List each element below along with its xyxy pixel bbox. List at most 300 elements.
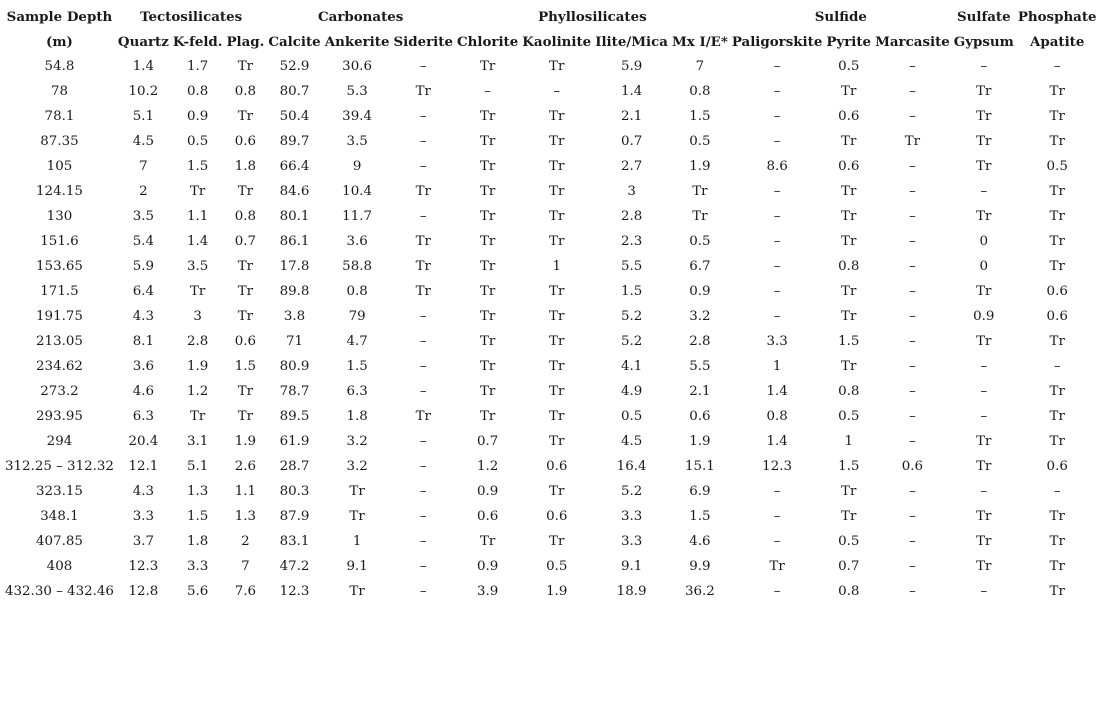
table-cell: 5.5 [620, 259, 643, 274]
table-cell: Tr [1049, 109, 1065, 124]
column-header: K-feld. [172, 33, 223, 50]
table-cell: 6.7 [689, 259, 711, 274]
table-cell: 2 [241, 534, 250, 549]
table-cell: 0.6 [689, 409, 711, 424]
table-cell: – [909, 84, 916, 99]
table-cell: 1 [352, 534, 362, 549]
table-cell: 7.6 [234, 584, 257, 599]
table-cell: 12.3 [128, 559, 159, 574]
table-cell: 153.65 [36, 259, 83, 274]
table-cell: 0.7 [234, 234, 257, 249]
table-cell: Tr [1049, 259, 1065, 274]
table-cell: – [909, 259, 916, 274]
table-cell: Tr [692, 209, 708, 224]
table-cell: Tr [976, 209, 992, 224]
table-cell: 0.5 [187, 134, 209, 149]
table-cell: – [909, 509, 916, 524]
table-cell: 0.6 [1046, 284, 1068, 299]
table-cell: 1.5 [234, 359, 257, 374]
table-cell: Tr [976, 84, 992, 99]
table-cell: 1 [552, 259, 561, 274]
table-row [3, 479, 1099, 504]
table-cell: – [419, 384, 427, 399]
column-header: Ankerite [324, 33, 390, 50]
table-cell: 71 [285, 334, 304, 349]
table-cell: 0.8 [766, 409, 788, 424]
table-row [3, 304, 1099, 329]
table-row [3, 254, 1099, 279]
table-cell: Tr [349, 584, 365, 599]
table-cell: Tr [841, 484, 857, 499]
table-cell: 87.35 [40, 134, 79, 149]
table-row [3, 229, 1099, 254]
table-cell: 1.3 [234, 509, 257, 524]
table-cell: 3.8 [283, 309, 306, 324]
table-cell: – [773, 259, 781, 274]
group-header: Sulfide [814, 8, 867, 25]
table-cell: Tr [549, 209, 565, 224]
table-cell: – [909, 184, 916, 199]
table-cell: 1.4 [766, 384, 788, 399]
table-cell: 7 [695, 59, 705, 74]
table-cell: 1.4 [620, 84, 643, 99]
table-cell: Tr [841, 309, 857, 324]
table-cell: Tr [415, 234, 431, 249]
table-cell: – [419, 59, 427, 74]
table-cell: – [773, 584, 781, 599]
table-cell: 4.5 [132, 134, 155, 149]
table-cell: Tr [349, 509, 365, 524]
table-cell: Tr [415, 409, 431, 424]
table-cell: – [419, 309, 427, 324]
table-cell: Tr [549, 409, 565, 424]
table-cell: Tr [415, 259, 431, 274]
table-cell: 1.5 [187, 159, 209, 174]
table-cell: – [909, 234, 916, 249]
table-cell: 66.4 [279, 159, 310, 174]
table-cell: 1.9 [689, 159, 711, 174]
table-cell: 3.6 [346, 234, 368, 249]
table-cell: 89.7 [279, 134, 310, 149]
table-cell: Tr [841, 134, 857, 149]
table-cell: Tr [549, 359, 565, 374]
table-cell: – [773, 209, 781, 224]
table-cell: 1.5 [689, 509, 711, 524]
table-cell: Tr [415, 284, 431, 299]
table-cell: 3.6 [132, 359, 155, 374]
table-cell: – [909, 59, 916, 74]
table-row [3, 429, 1099, 454]
group-header: Phyllosilicates [538, 8, 647, 25]
table-cell: 61.9 [279, 434, 310, 449]
table-cell: 171.5 [40, 284, 79, 299]
table-cell: 312.25 – 312.32 [5, 459, 114, 474]
table-cell: 5.2 [620, 334, 643, 349]
table-row [3, 354, 1099, 379]
table-cell: 78 [50, 84, 68, 99]
table-cell: 1.5 [689, 109, 711, 124]
table-cell: Tr [549, 534, 565, 549]
table-cell: 323.15 [36, 484, 83, 499]
table-cell: 39.4 [342, 109, 372, 124]
table-cell: Tr [841, 84, 857, 99]
table-cell: 10.2 [128, 84, 159, 99]
table-cell: – [553, 84, 561, 99]
table-cell: Tr [1049, 434, 1065, 449]
table-cell: 151.6 [40, 234, 79, 249]
table-cell: 0.7 [476, 434, 499, 449]
table-cell: – [909, 534, 916, 549]
table-cell: – [773, 109, 781, 124]
column-header: Siderite [393, 33, 453, 50]
table-cell: 5.3 [346, 84, 368, 99]
table-cell: – [773, 509, 781, 524]
table-cell: Tr [549, 59, 565, 74]
table-cell: 0.8 [234, 209, 257, 224]
table-cell: 0.5 [838, 409, 860, 424]
group-header-row [3, 4, 1099, 29]
table-cell: Tr [549, 234, 565, 249]
table-cell: 3 [627, 184, 636, 199]
table-cell: – [419, 334, 427, 349]
table-cell: 0.9 [476, 484, 499, 499]
column-header: Apatite [1029, 33, 1085, 50]
table-cell: 86.1 [279, 234, 310, 249]
table-cell: 0.5 [689, 134, 711, 149]
table-cell: 5.2 [620, 309, 643, 324]
table-cell: 191.75 [36, 309, 83, 324]
table-cell: Tr [479, 159, 496, 174]
table-cell: 4.6 [689, 534, 711, 549]
table-cell: 80.7 [279, 84, 310, 99]
table-cell: Tr [189, 409, 206, 424]
table-cell: 0.8 [346, 284, 368, 299]
table-cell: 5.9 [132, 259, 155, 274]
table-cell: – [773, 534, 781, 549]
table-cell: 130 [46, 209, 73, 224]
table-cell: – [773, 184, 781, 199]
table-cell: Tr [976, 334, 992, 349]
table-cell: 0.5 [546, 559, 568, 574]
table-cell: – [909, 409, 916, 424]
table-cell: 58.8 [342, 259, 372, 274]
column-header: Gypsum [953, 33, 1014, 50]
table-cell: 105 [46, 159, 73, 174]
table-cell: 3.7 [132, 534, 155, 549]
table-row [3, 454, 1099, 479]
table-cell: Tr [841, 234, 857, 249]
table-cell: 8.1 [132, 334, 155, 349]
table-cell: 0.9 [689, 284, 711, 299]
table-cell: Tr [415, 184, 431, 199]
table-cell: 408 [46, 559, 73, 574]
table-cell: 5.1 [187, 459, 209, 474]
table-cell: 1.2 [476, 459, 499, 474]
table-row [3, 104, 1099, 129]
table-cell: – [980, 409, 988, 424]
table-cell: 5.5 [689, 359, 711, 374]
table-cell: 5.9 [620, 59, 643, 74]
table-cell: 1.1 [187, 209, 209, 224]
table-cell: 16.4 [616, 459, 647, 474]
table-cell: 1.1 [234, 484, 257, 499]
table-cell: – [773, 309, 781, 324]
table-cell: 2.8 [620, 209, 643, 224]
table-cell: 89.8 [279, 284, 310, 299]
table-cell: 3.1 [187, 434, 209, 449]
table-cell: Tr [841, 359, 857, 374]
table-cell: 0.6 [901, 459, 924, 474]
table-cell: Tr [549, 484, 565, 499]
column-header: Chlorite [456, 33, 519, 50]
table-cell: 0.8 [689, 84, 711, 99]
table-cell: Tr [976, 109, 992, 124]
table-cell: 9 [352, 159, 362, 174]
column-header: Mx I/E* [671, 33, 728, 50]
table-cell: 1.9 [187, 359, 209, 374]
table-cell: 78.1 [44, 109, 75, 124]
table-cell: Tr [237, 309, 254, 324]
table-cell: 80.9 [279, 359, 310, 374]
table-cell: – [909, 559, 916, 574]
table-cell: 20.4 [128, 434, 159, 449]
table-cell: – [909, 159, 916, 174]
table-cell: – [980, 484, 988, 499]
table-cell: 1.8 [234, 159, 257, 174]
table-cell: 1.5 [838, 334, 860, 349]
table-cell: 1.3 [187, 484, 209, 499]
table-row [3, 579, 1099, 604]
table-cell: 80.3 [279, 484, 310, 499]
table-cell: 2.1 [620, 109, 643, 124]
table-body [3, 54, 1099, 604]
table-cell: – [980, 584, 988, 599]
table-cell: Tr [976, 134, 992, 149]
table-cell: – [909, 384, 916, 399]
table-cell: 80.1 [279, 209, 310, 224]
table-cell: Tr [976, 159, 992, 174]
table-cell: 0.9 [476, 559, 499, 574]
table-cell: Tr [479, 59, 496, 74]
table-cell: – [909, 484, 916, 499]
table-cell: – [419, 134, 427, 149]
table-cell: 0.6 [234, 334, 257, 349]
table-cell: 17.8 [279, 259, 310, 274]
table-cell: 87.9 [279, 509, 310, 524]
table-cell: Tr [479, 184, 496, 199]
table-cell: – [484, 84, 491, 99]
table-cell: – [419, 159, 427, 174]
table-cell: 3.3 [132, 509, 155, 524]
column-header: Calcite [268, 33, 321, 50]
table-cell: Tr [237, 109, 254, 124]
table-cell: 12.3 [762, 459, 792, 474]
table-cell: 5.4 [132, 234, 155, 249]
table-cell: 6.3 [132, 409, 155, 424]
table-cell: 0.6 [1046, 309, 1068, 324]
table-cell: 0.5 [1046, 159, 1068, 174]
table-cell: – [419, 109, 427, 124]
table-cell: 0.6 [838, 159, 860, 174]
table-cell: 1.7 [187, 59, 209, 74]
table-cell: 5.2 [620, 484, 643, 499]
table-cell: Tr [189, 284, 206, 299]
table-cell: 5.1 [132, 109, 155, 124]
table-cell: 348.1 [40, 509, 79, 524]
table-row [3, 204, 1099, 229]
table-cell: Tr [479, 334, 496, 349]
table-row [3, 54, 1099, 79]
column-header: Kaolinite [522, 33, 592, 50]
table-row [3, 404, 1099, 429]
table-cell: 1.4 [187, 234, 209, 249]
table-cell: Tr [1049, 84, 1065, 99]
table-cell: 5.6 [187, 584, 209, 599]
table-cell: 47.2 [279, 559, 310, 574]
table-cell: 1.9 [234, 434, 257, 449]
column-header: Quartz [117, 33, 169, 50]
column-header: Marcasite [875, 33, 950, 50]
table-cell: 3.3 [766, 334, 788, 349]
table-cell: 1 [844, 434, 853, 449]
table-cell: Tr [1049, 559, 1065, 574]
table-cell: 4.3 [132, 309, 155, 324]
table-cell: Tr [479, 209, 496, 224]
table-cell: 84.6 [279, 184, 310, 199]
table-cell: 78.7 [279, 384, 310, 399]
table-cell: 52.9 [279, 59, 310, 74]
table-cell: 1.4 [766, 434, 788, 449]
group-header: Carbonates [317, 8, 404, 25]
table-cell: Tr [549, 309, 565, 324]
table-cell: 1.4 [132, 59, 155, 74]
column-header: Paligorskite [731, 33, 823, 50]
table-cell: – [773, 484, 781, 499]
table-cell: Tr [479, 309, 496, 324]
table-cell: 50.4 [279, 109, 310, 124]
table-cell: 4.1 [620, 359, 643, 374]
table-cell: Tr [237, 184, 254, 199]
table-cell: 9.9 [689, 559, 711, 574]
table-row [3, 379, 1099, 404]
table-cell: 1.9 [546, 584, 568, 599]
table-cell: Tr [479, 384, 496, 399]
table-cell: Tr [479, 359, 496, 374]
table-cell: 0.6 [476, 509, 499, 524]
table-cell: Tr [1049, 184, 1065, 199]
table-cell: 0.9 [187, 109, 209, 124]
group-header: Tectosilicates [140, 8, 243, 25]
table-cell: – [909, 584, 916, 599]
table-row [3, 329, 1099, 354]
table-cell: 3.5 [187, 259, 209, 274]
table-cell: 1.5 [346, 359, 368, 374]
table-cell: 12.1 [128, 459, 159, 474]
table-cell: Tr [769, 559, 785, 574]
table-cell: 1.5 [187, 509, 209, 524]
table-cell: 0.5 [620, 409, 643, 424]
table-cell: Tr [1049, 384, 1065, 399]
table-cell: – [909, 209, 916, 224]
table-cell: Tr [549, 109, 565, 124]
table-cell: Tr [1049, 409, 1065, 424]
table-cell: 2.8 [689, 334, 711, 349]
table-cell: 7 [139, 159, 148, 174]
table-cell: 0.7 [620, 134, 643, 149]
table-row [3, 129, 1099, 154]
table-cell: 9.1 [620, 559, 643, 574]
table-cell: 407.85 [36, 534, 83, 549]
table-cell: – [909, 359, 916, 374]
table-cell: – [419, 359, 427, 374]
group-header: Phosphate [1017, 8, 1097, 25]
table-cell: Tr [237, 384, 254, 399]
table-cell: Tr [479, 284, 496, 299]
table-cell: 0.9 [973, 309, 995, 324]
table-cell: – [419, 209, 427, 224]
table-cell: 432.30 – 432.46 [5, 584, 114, 599]
table-cell: Tr [549, 284, 565, 299]
table-cell: Tr [479, 409, 496, 424]
table-cell: 7 [241, 559, 250, 574]
table-cell: Tr [549, 184, 565, 199]
table-cell: 3.9 [476, 584, 499, 599]
table-cell: 0.5 [689, 234, 711, 249]
table-cell: Tr [189, 184, 206, 199]
group-header: Sulfate [956, 8, 1011, 25]
table-cell: – [419, 459, 427, 474]
table-row [3, 529, 1099, 554]
table-cell: 3.5 [346, 134, 368, 149]
table-cell: 273.2 [40, 384, 79, 399]
table-cell: 0.8 [838, 259, 860, 274]
table-cell: 0.6 [838, 109, 860, 124]
table-cell: – [909, 284, 916, 299]
table-cell: – [419, 559, 427, 574]
table-cell: 234.62 [36, 359, 83, 374]
table-cell: – [419, 434, 427, 449]
table-cell: 36.2 [684, 584, 715, 599]
group-header: Sample Depth [6, 8, 113, 25]
table-cell: – [980, 359, 988, 374]
table-cell: – [980, 384, 988, 399]
table-cell: – [773, 59, 781, 74]
table-cell: 3 [193, 309, 202, 324]
table-cell: – [419, 584, 427, 599]
table-cell: 1.5 [838, 459, 860, 474]
table-cell: – [773, 234, 781, 249]
table-cell: 4.3 [132, 484, 155, 499]
table-cell: Tr [976, 284, 992, 299]
table-cell: 8.6 [766, 159, 788, 174]
table-cell: 3.3 [620, 534, 643, 549]
table-cell: Tr [1049, 534, 1065, 549]
table-cell: 83.1 [279, 534, 310, 549]
table-cell: 1.5 [620, 284, 643, 299]
table-cell: Tr [976, 459, 992, 474]
table-cell: Tr [237, 259, 254, 274]
table-cell: 0.8 [187, 84, 209, 99]
table-cell: 0.5 [838, 534, 860, 549]
column-header: (m) [46, 33, 73, 50]
table-cell: Tr [1049, 209, 1065, 224]
table-cell: 54.8 [44, 59, 75, 74]
table-cell: 293.95 [36, 409, 83, 424]
table-cell: Tr [237, 409, 254, 424]
table-cell: 2.1 [689, 384, 711, 399]
table-cell: 4.6 [132, 384, 155, 399]
table-cell: Tr [549, 134, 565, 149]
